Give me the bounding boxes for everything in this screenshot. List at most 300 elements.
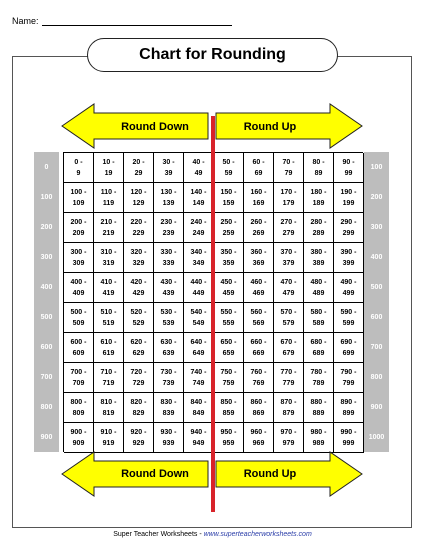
range-end: 649 <box>192 349 205 357</box>
range-start: 600 - <box>70 338 87 346</box>
range-cell <box>94 273 124 303</box>
range-start: 430 - <box>160 278 177 286</box>
range-start: 590 - <box>340 308 357 316</box>
range-start: 620 - <box>130 338 147 346</box>
range-cell <box>334 183 364 213</box>
range-cell <box>244 363 274 393</box>
range-end: 619 <box>102 349 115 357</box>
range-start: 240 - <box>190 218 207 226</box>
right-hundreds-label: 400 <box>370 253 383 261</box>
range-cell <box>304 423 334 453</box>
range-end: 589 <box>312 319 325 327</box>
range-end: 59 <box>224 169 233 177</box>
range-cell <box>304 333 334 363</box>
range-cell <box>244 273 274 303</box>
range-start: 560 - <box>250 308 267 316</box>
range-start: 60 - <box>252 158 265 166</box>
range-start: 190 - <box>340 188 357 196</box>
range-end: 39 <box>164 169 173 177</box>
range-start: 670 - <box>280 338 297 346</box>
range-cell <box>94 213 124 243</box>
range-start: 160 - <box>250 188 267 196</box>
range-end: 459 <box>222 289 235 297</box>
name-row <box>12 16 232 26</box>
range-cell <box>64 303 94 333</box>
range-cell <box>334 303 364 333</box>
range-end: 749 <box>192 379 205 387</box>
range-start: 480 - <box>310 278 327 286</box>
range-start: 460 - <box>250 278 267 286</box>
range-cell <box>184 183 214 213</box>
range-end: 509 <box>72 319 85 327</box>
range-start: 380 - <box>310 248 327 256</box>
range-cell <box>124 393 154 423</box>
range-cell <box>154 303 184 333</box>
range-cell <box>154 333 184 363</box>
range-cell <box>304 363 334 393</box>
range-end: 919 <box>102 439 115 447</box>
range-cell <box>214 243 244 273</box>
range-cell <box>184 333 214 363</box>
range-end: 19 <box>104 169 113 177</box>
range-cell <box>274 363 304 393</box>
left-hundreds-label: 300 <box>40 253 53 261</box>
range-end: 599 <box>342 319 355 327</box>
range-cell <box>334 393 364 423</box>
range-end: 949 <box>192 439 205 447</box>
range-start: 950 - <box>220 428 237 436</box>
range-end: 179 <box>282 199 295 207</box>
range-start: 710 - <box>100 368 117 376</box>
range-end: 49 <box>194 169 203 177</box>
range-end: 889 <box>312 409 325 417</box>
range-start: 660 - <box>250 338 267 346</box>
range-end: 959 <box>222 439 235 447</box>
range-end: 9 <box>76 169 81 177</box>
range-cell <box>244 333 274 363</box>
range-end: 769 <box>252 379 265 387</box>
right-hundreds-label: 200 <box>370 193 383 201</box>
right-hundreds-label: 500 <box>370 283 383 291</box>
range-end: 779 <box>282 379 295 387</box>
range-end: 609 <box>72 349 85 357</box>
range-cell <box>244 213 274 243</box>
range-cell <box>244 423 274 453</box>
range-end: 939 <box>162 439 175 447</box>
range-cell <box>124 213 154 243</box>
left-hundreds-label: 700 <box>40 373 53 381</box>
range-start: 750 - <box>220 368 237 376</box>
range-cell <box>154 213 184 243</box>
range-start: 260 - <box>250 218 267 226</box>
range-cell <box>214 423 244 453</box>
range-start: 980 - <box>310 428 327 436</box>
range-start: 690 - <box>340 338 357 346</box>
range-start: 360 - <box>250 248 267 256</box>
range-start: 450 - <box>220 278 237 286</box>
right-hundreds-label: 900 <box>370 403 383 411</box>
range-end: 569 <box>252 319 265 327</box>
range-start: 30 - <box>162 158 175 166</box>
range-end: 739 <box>162 379 175 387</box>
range-start: 930 - <box>160 428 177 436</box>
range-cell <box>64 183 94 213</box>
range-start: 740 - <box>190 368 207 376</box>
range-end: 579 <box>282 319 295 327</box>
left-hundreds-label: 600 <box>40 343 53 351</box>
range-cell <box>304 153 334 183</box>
range-cell <box>124 273 154 303</box>
range-cell <box>94 183 124 213</box>
range-start: 790 - <box>340 368 357 376</box>
range-end: 709 <box>72 379 85 387</box>
range-cell <box>334 363 364 393</box>
range-cell <box>184 153 214 183</box>
range-cell <box>154 393 184 423</box>
range-start: 900 - <box>70 428 87 436</box>
range-cell <box>214 303 244 333</box>
name-field[interactable] <box>42 17 232 26</box>
range-end: 469 <box>252 289 265 297</box>
range-cell <box>244 243 274 273</box>
range-start: 810 - <box>100 398 117 406</box>
range-end: 309 <box>72 259 85 267</box>
range-cell <box>124 153 154 183</box>
range-start: 920 - <box>130 428 147 436</box>
range-end: 159 <box>222 199 235 207</box>
range-start: 530 - <box>160 308 177 316</box>
range-cell <box>64 273 94 303</box>
range-end: 69 <box>254 169 263 177</box>
range-end: 409 <box>72 289 85 297</box>
range-cell <box>274 243 304 273</box>
range-cell <box>154 183 184 213</box>
range-end: 79 <box>284 169 293 177</box>
range-start: 200 - <box>70 218 87 226</box>
range-end: 639 <box>162 349 175 357</box>
range-cell <box>94 393 124 423</box>
range-start: 110 - <box>100 188 117 196</box>
range-cell <box>304 303 334 333</box>
range-cell <box>334 153 364 183</box>
range-end: 359 <box>222 259 235 267</box>
range-cell <box>334 243 364 273</box>
range-cell <box>64 243 94 273</box>
range-cell <box>184 303 214 333</box>
range-start: 640 - <box>190 338 207 346</box>
range-end: 539 <box>162 319 175 327</box>
range-start: 50 - <box>222 158 235 166</box>
range-end: 669 <box>252 349 265 357</box>
range-cell <box>214 213 244 243</box>
left-hundreds-label: 100 <box>40 193 53 201</box>
range-end: 559 <box>222 319 235 327</box>
range-start: 140 - <box>190 188 207 196</box>
range-start: 610 - <box>100 338 117 346</box>
range-cell <box>124 303 154 333</box>
round-up-label-bottom: Round Up <box>243 468 297 480</box>
range-start: 870 - <box>280 398 297 406</box>
left-hundreds-label: 900 <box>40 433 53 441</box>
range-end: 379 <box>282 259 295 267</box>
range-start: 210 - <box>100 218 117 226</box>
range-start: 840 - <box>190 398 207 406</box>
range-cell <box>214 183 244 213</box>
range-end: 799 <box>342 379 355 387</box>
round-down-label-bottom: Round Down <box>121 468 189 480</box>
round-down-label-top: Round Down <box>121 121 189 133</box>
range-cell <box>244 393 274 423</box>
range-end: 189 <box>312 199 325 207</box>
range-start: 830 - <box>160 398 177 406</box>
range-cell <box>274 183 304 213</box>
range-end: 549 <box>192 319 205 327</box>
range-start: 630 - <box>160 338 177 346</box>
range-start: 170 - <box>280 188 297 196</box>
range-cell <box>304 243 334 273</box>
range-start: 570 - <box>280 308 297 316</box>
range-end: 389 <box>312 259 325 267</box>
range-cell <box>274 333 304 363</box>
range-cell <box>184 213 214 243</box>
range-cell <box>64 153 94 183</box>
range-start: 800 - <box>70 398 87 406</box>
range-start: 100 - <box>70 188 87 196</box>
range-end: 829 <box>132 409 145 417</box>
range-start: 520 - <box>130 308 147 316</box>
range-end: 29 <box>134 169 143 177</box>
range-end: 139 <box>162 199 175 207</box>
range-cell <box>334 423 364 453</box>
right-hundreds-label: 300 <box>370 223 383 231</box>
range-start: 970 - <box>280 428 297 436</box>
range-cell <box>64 423 94 453</box>
range-end: 349 <box>192 259 205 267</box>
range-cell <box>274 423 304 453</box>
range-cell <box>154 423 184 453</box>
range-start: 910 - <box>100 428 117 436</box>
range-start: 150 - <box>220 188 237 196</box>
range-cell <box>94 303 124 333</box>
range-end: 989 <box>312 439 325 447</box>
range-cell <box>154 273 184 303</box>
range-cell <box>124 363 154 393</box>
range-start: 490 - <box>340 278 357 286</box>
range-end: 259 <box>222 229 235 237</box>
range-end: 429 <box>132 289 145 297</box>
range-start: 700 - <box>70 368 87 376</box>
range-end: 119 <box>102 199 115 207</box>
range-cell <box>244 153 274 183</box>
range-cell <box>64 393 94 423</box>
range-end: 249 <box>192 229 205 237</box>
range-end: 449 <box>192 289 205 297</box>
range-end: 419 <box>102 289 115 297</box>
range-start: 330 - <box>160 248 177 256</box>
range-cell <box>304 183 334 213</box>
range-cell <box>334 333 364 363</box>
range-end: 89 <box>314 169 323 177</box>
range-cell <box>154 243 184 273</box>
range-end: 229 <box>132 229 145 237</box>
range-end: 929 <box>132 439 145 447</box>
range-start: 250 - <box>220 218 237 226</box>
range-end: 479 <box>282 289 295 297</box>
range-start: 70 - <box>282 158 295 166</box>
range-start: 350 - <box>220 248 237 256</box>
range-cell <box>94 333 124 363</box>
left-hundreds-label: 800 <box>40 403 53 411</box>
range-start: 310 - <box>100 248 117 256</box>
range-start: 880 - <box>310 398 327 406</box>
range-start: 500 - <box>70 308 87 316</box>
range-start: 20 - <box>132 158 145 166</box>
range-end: 879 <box>282 409 295 417</box>
range-start: 770 - <box>280 368 297 376</box>
range-cell <box>64 333 94 363</box>
range-start: 40 - <box>192 158 205 166</box>
range-cell <box>184 273 214 303</box>
range-end: 689 <box>312 349 325 357</box>
range-cell <box>214 333 244 363</box>
range-start: 730 - <box>160 368 177 376</box>
range-end: 529 <box>132 319 145 327</box>
range-cell <box>214 363 244 393</box>
range-end: 699 <box>342 349 355 357</box>
range-cell <box>214 273 244 303</box>
right-hundreds-label: 600 <box>370 313 383 321</box>
range-cell <box>244 303 274 333</box>
range-end: 169 <box>252 199 265 207</box>
range-end: 809 <box>72 409 85 417</box>
right-hundreds-label: 1000 <box>368 433 385 441</box>
range-cell <box>304 393 334 423</box>
range-end: 999 <box>342 439 355 447</box>
round-up-label-top: Round Up <box>243 121 297 133</box>
range-start: 270 - <box>280 218 297 226</box>
range-end: 839 <box>162 409 175 417</box>
range-end: 319 <box>102 259 115 267</box>
range-end: 209 <box>72 229 85 237</box>
range-start: 90 - <box>342 158 355 166</box>
right-hundreds-label: 800 <box>370 373 383 381</box>
range-end: 329 <box>132 259 145 267</box>
range-end: 869 <box>252 409 265 417</box>
range-end: 849 <box>192 409 205 417</box>
range-end: 289 <box>312 229 325 237</box>
range-start: 510 - <box>100 308 117 316</box>
range-start: 280 - <box>310 218 327 226</box>
range-end: 199 <box>342 199 355 207</box>
footer-link[interactable]: www.superteacherworksheets.com <box>203 531 312 538</box>
range-start: 0 - <box>74 158 83 166</box>
right-hundreds-label: 100 <box>370 163 383 171</box>
left-hundreds-label: 500 <box>40 313 53 321</box>
range-start: 80 - <box>312 158 325 166</box>
range-start: 680 - <box>310 338 327 346</box>
range-cell <box>214 393 244 423</box>
range-cell <box>304 273 334 303</box>
range-cell <box>124 183 154 213</box>
range-cell <box>274 213 304 243</box>
range-start: 370 - <box>280 248 297 256</box>
range-start: 760 - <box>250 368 267 376</box>
range-end: 399 <box>342 259 355 267</box>
range-end: 149 <box>192 199 205 207</box>
range-start: 540 - <box>190 308 207 316</box>
range-end: 239 <box>162 229 175 237</box>
range-end: 369 <box>252 259 265 267</box>
range-cell <box>214 153 244 183</box>
range-start: 550 - <box>220 308 237 316</box>
range-cell <box>124 243 154 273</box>
range-cell <box>94 363 124 393</box>
right-hundreds-column <box>364 152 389 452</box>
range-end: 269 <box>252 229 265 237</box>
range-start: 130 - <box>160 188 177 196</box>
range-cell <box>274 153 304 183</box>
range-start: 720 - <box>130 368 147 376</box>
range-end: 519 <box>102 319 115 327</box>
range-start: 780 - <box>310 368 327 376</box>
range-end: 489 <box>312 289 325 297</box>
range-end: 679 <box>282 349 295 357</box>
range-end: 439 <box>162 289 175 297</box>
range-start: 10 - <box>102 158 115 166</box>
range-cell <box>154 363 184 393</box>
range-cell <box>304 213 334 243</box>
range-end: 729 <box>132 379 145 387</box>
range-end: 969 <box>252 439 265 447</box>
range-cell <box>274 393 304 423</box>
range-start: 650 - <box>220 338 237 346</box>
range-cell <box>124 333 154 363</box>
range-start: 860 - <box>250 398 267 406</box>
range-start: 580 - <box>310 308 327 316</box>
range-cell <box>184 423 214 453</box>
range-start: 390 - <box>340 248 357 256</box>
range-end: 899 <box>342 409 355 417</box>
range-end: 979 <box>282 439 295 447</box>
range-start: 340 - <box>190 248 207 256</box>
range-start: 120 - <box>130 188 147 196</box>
range-start: 850 - <box>220 398 237 406</box>
range-start: 320 - <box>130 248 147 256</box>
range-start: 470 - <box>280 278 297 286</box>
footer <box>0 531 425 538</box>
range-start: 400 - <box>70 278 87 286</box>
range-end: 759 <box>222 379 235 387</box>
range-cell <box>274 273 304 303</box>
name-label: Name: <box>12 16 39 26</box>
range-cell <box>94 423 124 453</box>
range-cell <box>334 273 364 303</box>
range-start: 410 - <box>100 278 117 286</box>
range-cell <box>184 363 214 393</box>
footer-text: Super Teacher Worksheets - <box>113 531 204 538</box>
left-hundreds-label: 400 <box>40 283 53 291</box>
range-cell <box>244 183 274 213</box>
range-end: 719 <box>102 379 115 387</box>
range-end: 99 <box>344 169 353 177</box>
range-cell <box>64 213 94 243</box>
range-cell <box>274 303 304 333</box>
range-start: 940 - <box>190 428 207 436</box>
range-start: 300 - <box>70 248 87 256</box>
range-start: 990 - <box>340 428 357 436</box>
range-start: 440 - <box>190 278 207 286</box>
range-end: 819 <box>102 409 115 417</box>
